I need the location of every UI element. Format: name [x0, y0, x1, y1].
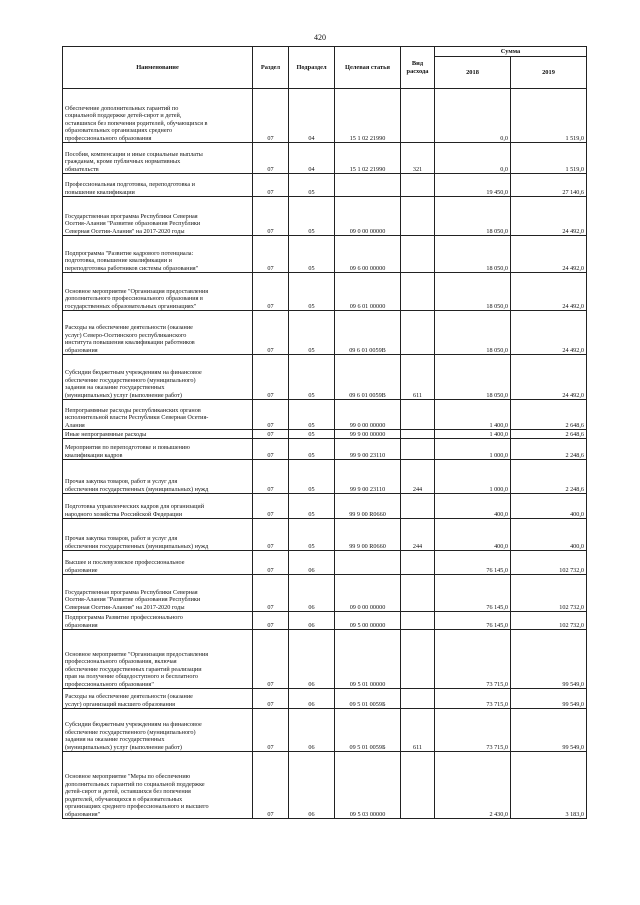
row-amount-2018: 18 050,0: [435, 355, 511, 400]
row-name: Иные непрограммные расходы: [63, 430, 253, 439]
row-amount-2019: 102 732,0: [511, 551, 587, 575]
row-amount-2018: 19 450,0: [435, 174, 511, 197]
row-target: 09 6 01 00000: [335, 273, 401, 311]
row-section: 07: [253, 174, 289, 197]
row-amount-2018: 73 715,0: [435, 689, 511, 709]
row-section: 07: [253, 630, 289, 689]
row-expense-type: [401, 752, 435, 819]
row-amount-2018: 18 050,0: [435, 273, 511, 311]
table-row: [63, 551, 587, 575]
table-row: [63, 752, 587, 819]
row-amount-2018: 2 430,0: [435, 752, 511, 819]
row-subsection: 05: [289, 430, 335, 439]
header-target: Целевая статья: [335, 47, 401, 89]
row-name: Основное мероприятие "Организация предоставления профессионального образования, включая обеспечение государственных гарантий реализации прав на получение общедоступного и бесплатного профессионального образования": [63, 630, 253, 689]
row-target: 09 0 00 00000: [335, 197, 401, 236]
table-row: [63, 439, 587, 460]
row-amount-2019: 1 519,0: [511, 89, 587, 143]
table-row: [63, 143, 587, 174]
table-body: [63, 89, 587, 819]
table-row: [63, 630, 587, 689]
row-amount-2018: 18 050,0: [435, 197, 511, 236]
row-name: Высшее и послевузовское профессиональное образование: [63, 551, 253, 575]
row-target: 09 5 01 0059Б: [335, 689, 401, 709]
row-expense-type: [401, 236, 435, 273]
row-amount-2019: 2 648,6: [511, 430, 587, 439]
row-subsection: 05: [289, 439, 335, 460]
row-amount-2018: 0,0: [435, 89, 511, 143]
row-target: 99 9 00 23110: [335, 460, 401, 494]
table-row: [63, 460, 587, 494]
row-subsection: 04: [289, 143, 335, 174]
row-section: 07: [253, 430, 289, 439]
row-target: [335, 551, 401, 575]
row-amount-2018: 400,0: [435, 494, 511, 519]
row-section: 07: [253, 143, 289, 174]
row-subsection: 05: [289, 460, 335, 494]
row-amount-2019: 3 183,0: [511, 752, 587, 819]
table-row: [63, 89, 587, 143]
table-row: [63, 612, 587, 630]
row-name: Основное мероприятие "Организация предоставления дополнительного профессионального образования в государственных образовательных организациях": [63, 273, 253, 311]
row-subsection: 05: [289, 311, 335, 355]
row-target: 09 5 01 0059Б: [335, 709, 401, 752]
row-amount-2018: 76 145,0: [435, 551, 511, 575]
table-row: [63, 197, 587, 236]
table-row: [63, 709, 587, 752]
row-target: 09 6 01 0059В: [335, 355, 401, 400]
row-section: 07: [253, 460, 289, 494]
row-section: 07: [253, 519, 289, 551]
row-section: 07: [253, 709, 289, 752]
row-amount-2019: 2 248,6: [511, 460, 587, 494]
row-amount-2019: 24 492,0: [511, 273, 587, 311]
table-row: [63, 519, 587, 551]
table-header: [63, 47, 587, 89]
row-subsection: 06: [289, 709, 335, 752]
row-amount-2018: 1 400,0: [435, 430, 511, 439]
row-subsection: 05: [289, 197, 335, 236]
row-expense-type: [401, 430, 435, 439]
row-name: Государственная программа Республики Северная Осетия-Алания "Развитие образования Республики Северная Осетия-Алания" на 2017-2020 годы: [63, 575, 253, 612]
page-number: 420: [314, 33, 326, 42]
table-row: [63, 273, 587, 311]
row-name: Государственная программа Республики Северная Осетия-Алания "Развитие образования Республики Северная Осетия-Алания" на 2017-2020 годы: [63, 197, 253, 236]
row-amount-2018: 400,0: [435, 519, 511, 551]
table-row: [63, 174, 587, 197]
row-amount-2018: 1 400,0: [435, 400, 511, 430]
row-name: Подпрограмма Развитие профессионального образования: [63, 612, 253, 630]
row-name: Обеспечение дополнительных гарантий по социальной поддержке детей-сирот и детей, оставшихся без попечения родителей, обучающихся в образовательных организациях среднего профессионального образования: [63, 89, 253, 143]
row-name: Основное мероприятие "Меры по обеспечению дополнительных гарантий по социальной поддержке детей-сирот и детей, оставшихся без попечения родителей, обучающихся в образовательных организациях среднего профессионального и высшего образования": [63, 752, 253, 819]
row-expense-type: [401, 311, 435, 355]
row-expense-type: [401, 439, 435, 460]
row-amount-2018: 0,0: [435, 143, 511, 174]
row-expense-type: [401, 689, 435, 709]
row-expense-type: 244: [401, 519, 435, 551]
row-section: 07: [253, 311, 289, 355]
row-name: Расходы на обеспечение деятельности (оказание услуг) организаций высшего образования: [63, 689, 253, 709]
row-section: 07: [253, 197, 289, 236]
table-row: [63, 400, 587, 430]
row-expense-type: [401, 174, 435, 197]
row-name: Расходы на обеспечение деятельности (оказание услуг) Северо-Осетинского республиканского института повышения квалификации работников образования: [63, 311, 253, 355]
row-subsection: 06: [289, 630, 335, 689]
row-target: 99 9 00 R0660: [335, 494, 401, 519]
row-amount-2019: 99 549,0: [511, 709, 587, 752]
row-subsection: 05: [289, 519, 335, 551]
row-amount-2019: 24 492,0: [511, 355, 587, 400]
row-amount-2019: 27 140,6: [511, 174, 587, 197]
row-target: 15 1 02 21990: [335, 89, 401, 143]
row-expense-type: [401, 630, 435, 689]
row-expense-type: 611: [401, 709, 435, 752]
row-target: 09 5 01 00000: [335, 630, 401, 689]
row-name: Пособия, компенсации и иные социальные выплаты гражданам, кроме публичных нормативных обязательств: [63, 143, 253, 174]
row-target: 99 9 00 R0660: [335, 519, 401, 551]
row-amount-2018: 73 715,0: [435, 630, 511, 689]
header-name: Наименование: [63, 47, 253, 89]
row-target: 09 5 03 00000: [335, 752, 401, 819]
row-target: 15 1 02 21990: [335, 143, 401, 174]
row-expense-type: [401, 494, 435, 519]
table-row: [63, 430, 587, 439]
row-name: Профессиональная подготовка, переподготовка и повышение квалификации: [63, 174, 253, 197]
row-subsection: 05: [289, 236, 335, 273]
row-target: 99 9 00 00000: [335, 430, 401, 439]
table-row: [63, 311, 587, 355]
row-subsection: 05: [289, 355, 335, 400]
row-subsection: 06: [289, 551, 335, 575]
row-amount-2018: 1 000,0: [435, 460, 511, 494]
row-target: 09 0 00 00000: [335, 575, 401, 612]
row-target: 99 9 00 23110: [335, 439, 401, 460]
row-subsection: 06: [289, 575, 335, 612]
row-section: 07: [253, 355, 289, 400]
row-section: 07: [253, 439, 289, 460]
row-amount-2018: 73 715,0: [435, 709, 511, 752]
header-year-2019: 2019: [511, 57, 587, 89]
row-amount-2019: 102 732,0: [511, 575, 587, 612]
row-amount-2019: 2 248,6: [511, 439, 587, 460]
header-year-2018: 2018: [435, 57, 511, 89]
row-section: 07: [253, 236, 289, 273]
row-expense-type: [401, 273, 435, 311]
row-amount-2018: 76 145,0: [435, 612, 511, 630]
row-amount-2019: 400,0: [511, 519, 587, 551]
row-subsection: 05: [289, 174, 335, 197]
row-amount-2018: 18 050,0: [435, 236, 511, 273]
header-expense-type: Вид расхода: [401, 47, 435, 89]
row-section: 07: [253, 273, 289, 311]
row-amount-2018: 1 000,0: [435, 439, 511, 460]
row-expense-type: [401, 197, 435, 236]
row-subsection: 05: [289, 273, 335, 311]
header-sum: Сумма: [435, 47, 587, 57]
row-subsection: 05: [289, 494, 335, 519]
row-section: 07: [253, 689, 289, 709]
row-name: Подготовка управленческих кадров для организаций народного хозяйства Российской Федерации: [63, 494, 253, 519]
row-amount-2018: 18 050,0: [435, 311, 511, 355]
row-name: Прочая закупка товаров, работ и услуг для обеспечения государственных (муниципальных) нужд: [63, 460, 253, 494]
row-expense-type: [401, 400, 435, 430]
budget-table: [62, 46, 587, 819]
table-row: [63, 689, 587, 709]
row-section: 07: [253, 400, 289, 430]
table-row: [63, 575, 587, 612]
row-name: Подпрограмма "Развитие кадрового потенциала: подготовка, повышение квалификации и переподготовка работников системы образования": [63, 236, 253, 273]
row-subsection: 04: [289, 89, 335, 143]
row-section: 07: [253, 612, 289, 630]
row-expense-type: 611: [401, 355, 435, 400]
row-amount-2019: 99 549,0: [511, 689, 587, 709]
header-section: Раздел: [253, 47, 289, 89]
row-amount-2019: 24 492,0: [511, 197, 587, 236]
row-amount-2019: 1 519,0: [511, 143, 587, 174]
row-subsection: 05: [289, 400, 335, 430]
row-name: Непрограммные расходы республиканских органов исполнительной власти Республики Северная Осетия- Алания: [63, 400, 253, 430]
row-expense-type: 321: [401, 143, 435, 174]
row-section: 07: [253, 494, 289, 519]
row-amount-2019: 24 492,0: [511, 311, 587, 355]
row-expense-type: [401, 612, 435, 630]
row-expense-type: [401, 575, 435, 612]
row-amount-2019: 24 492,0: [511, 236, 587, 273]
row-target: 99 0 00 00000: [335, 400, 401, 430]
row-target: [335, 174, 401, 197]
row-section: 07: [253, 752, 289, 819]
row-name: Мероприятия по переподготовке и повышению квалификации кадров: [63, 439, 253, 460]
row-section: 07: [253, 575, 289, 612]
row-amount-2018: 76 145,0: [435, 575, 511, 612]
header-subsection: Подраздел: [289, 47, 335, 89]
table-row: [63, 494, 587, 519]
row-expense-type: [401, 89, 435, 143]
row-target: 09 5 00 00000: [335, 612, 401, 630]
row-target: 09 6 01 0059В: [335, 311, 401, 355]
row-expense-type: [401, 551, 435, 575]
row-subsection: 06: [289, 752, 335, 819]
row-subsection: 06: [289, 612, 335, 630]
table-row: [63, 355, 587, 400]
row-subsection: 06: [289, 689, 335, 709]
table-row: [63, 236, 587, 273]
row-amount-2019: 102 732,0: [511, 612, 587, 630]
row-target: 09 6 00 00000: [335, 236, 401, 273]
row-name: Прочая закупка товаров, работ и услуг для обеспечения государственных (муниципальных) нужд: [63, 519, 253, 551]
row-expense-type: 244: [401, 460, 435, 494]
row-section: 07: [253, 551, 289, 575]
row-amount-2019: 2 648,6: [511, 400, 587, 430]
row-section: 07: [253, 89, 289, 143]
row-name: Субсидии бюджетным учреждениям на финансовое обеспечение государственного (муниципального) задания на оказание государственных (муниципальных) услуг (выполнение работ): [63, 709, 253, 752]
row-amount-2019: 99 549,0: [511, 630, 587, 689]
row-amount-2019: 400,0: [511, 494, 587, 519]
row-name: Субсидии бюджетным учреждениям на финансовое обеспечение государственного (муниципального) задания на оказание государственных (муниципальных) услуг (выполнение работ): [63, 355, 253, 400]
